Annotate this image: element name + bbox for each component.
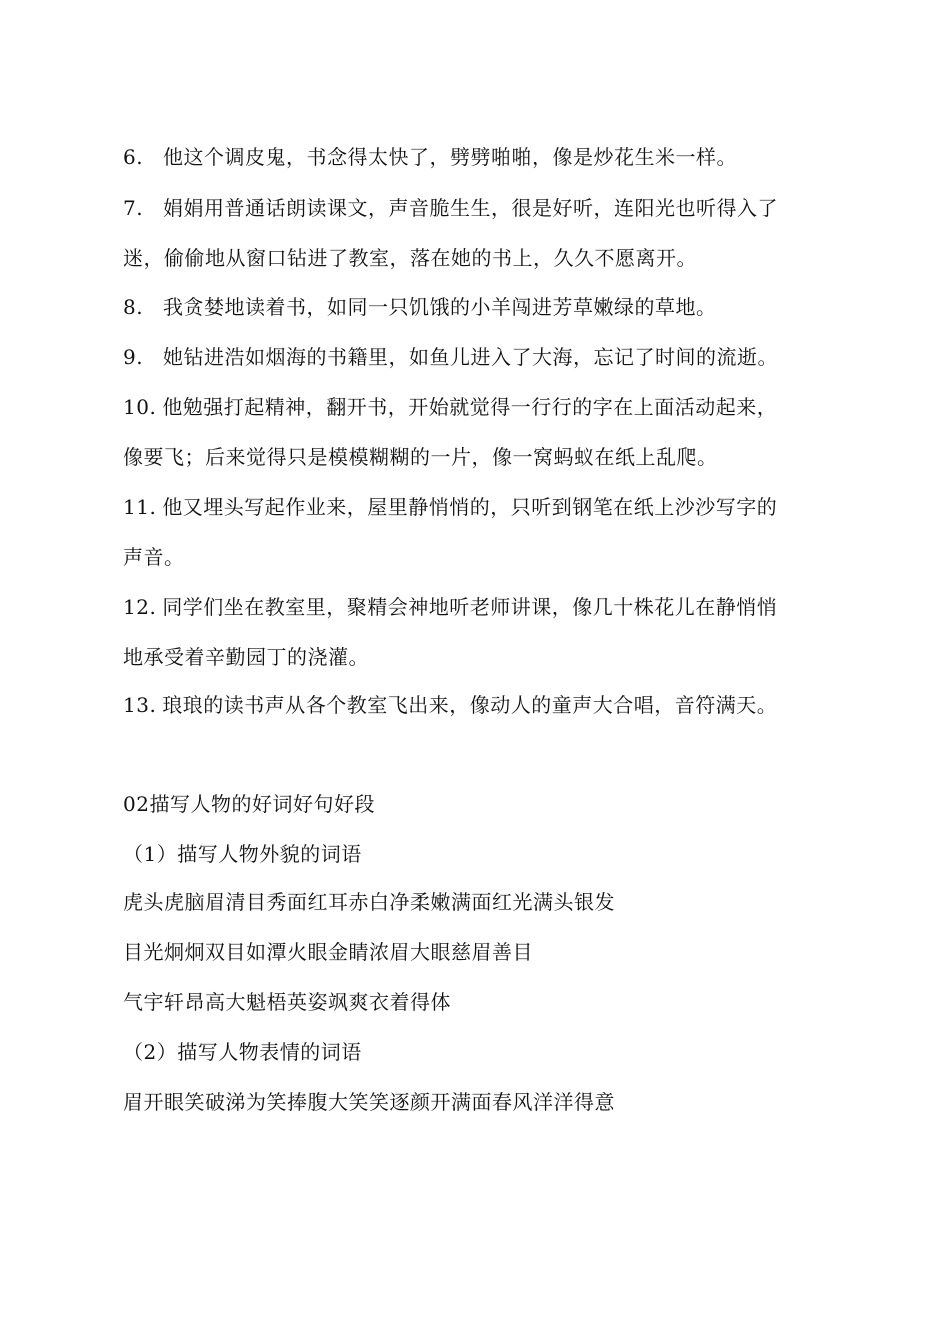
- sentence-text: 像要飞；后来觉得只是模模糊糊的一片，像一窝蚂蚁在纸上乱爬。: [123, 445, 718, 469]
- sentence-text: 她钻进浩如烟海的书籍里，如鱼儿进入了大海，忘记了时间的流逝。: [163, 345, 778, 369]
- sentence-10-line-1: [123, 393, 843, 421]
- sentence-11-line-2: [123, 543, 843, 571]
- sentence-number: 9.: [123, 345, 144, 369]
- appearance-words-line-2: 目光炯炯双目如潭火眼金睛浓眉大眼慈眉善目: [123, 940, 533, 964]
- sentence-text: 他勉强打起精神，翻开书，开始就觉得一行行的字在上面活动起来，: [162, 395, 778, 419]
- appearance-words-line-1: 虎头虎脑眉清目秀面红耳赤白净柔嫩满面红光满头银发: [123, 890, 615, 914]
- section-heading: 02描写人物的好词好句好段: [123, 792, 375, 816]
- sentence-number: 10.: [123, 395, 157, 419]
- sentence-number: 12.: [123, 595, 157, 619]
- sentence-9-line-1: [123, 343, 843, 371]
- sentence-text: 他这个调皮鬼，书念得太快了，劈劈啪啪，像是炒花生米一样。: [163, 145, 737, 169]
- sentence-text: 迷，偷偷地从窗口钻进了教室，落在她的书上，久久不愿离开。: [123, 246, 697, 270]
- sentence-text: 地承受着辛勤园丁的浇灌。: [123, 645, 369, 669]
- sentence-text: 同学们坐在教室里，聚精会神地听老师讲课，像几十株花儿在静悄悄: [162, 595, 778, 619]
- sentence-7-line-1: [123, 194, 843, 222]
- sentence-text: 娟娟用普通话朗读课文，声音脆生生，很是好听，连阳光也听得入了: [163, 196, 778, 220]
- sentence-12-line-1: [123, 593, 843, 621]
- sentence-number: 11.: [123, 495, 157, 519]
- sentence-text: 琅琅的读书声从各个教室飞出来，像动人的童声大合唱，音符满天。: [162, 693, 778, 717]
- subheading-expression: （2）描写人物表情的词语: [123, 1040, 362, 1064]
- sentence-11-line-1: [123, 493, 843, 521]
- subheading-appearance: （1）描写人物外貌的词语: [123, 842, 362, 866]
- appearance-words-line-3: 气宇轩昂高大魁梧英姿飒爽衣着得体: [123, 990, 451, 1014]
- sentence-number: 13.: [123, 693, 157, 717]
- sentence-text: 他又埋头写起作业来，屋里静悄悄的，只听到钢笔在纸上沙沙写字的: [162, 495, 778, 519]
- sentence-text: 声音。: [123, 545, 185, 569]
- sentence-8-line-1: [123, 293, 843, 321]
- expression-words-line-1: 眉开眼笑破涕为笑捧腹大笑笑逐颜开满面春风洋洋得意: [123, 1090, 615, 1114]
- sentence-number: 7.: [123, 196, 144, 220]
- sentence-number: 8.: [123, 295, 144, 319]
- sentence-number: 6.: [123, 145, 144, 169]
- sentence-10-line-2: [123, 443, 843, 471]
- sentence-12-line-2: [123, 643, 843, 671]
- sentence-13-line-1: [123, 691, 843, 719]
- sentence-6-line-1: [123, 143, 843, 171]
- sentence-7-line-2: [123, 244, 843, 272]
- sentence-text: 我贪婪地读着书，如同一只饥饿的小羊闯进芳草嫩绿的草地。: [163, 295, 717, 319]
